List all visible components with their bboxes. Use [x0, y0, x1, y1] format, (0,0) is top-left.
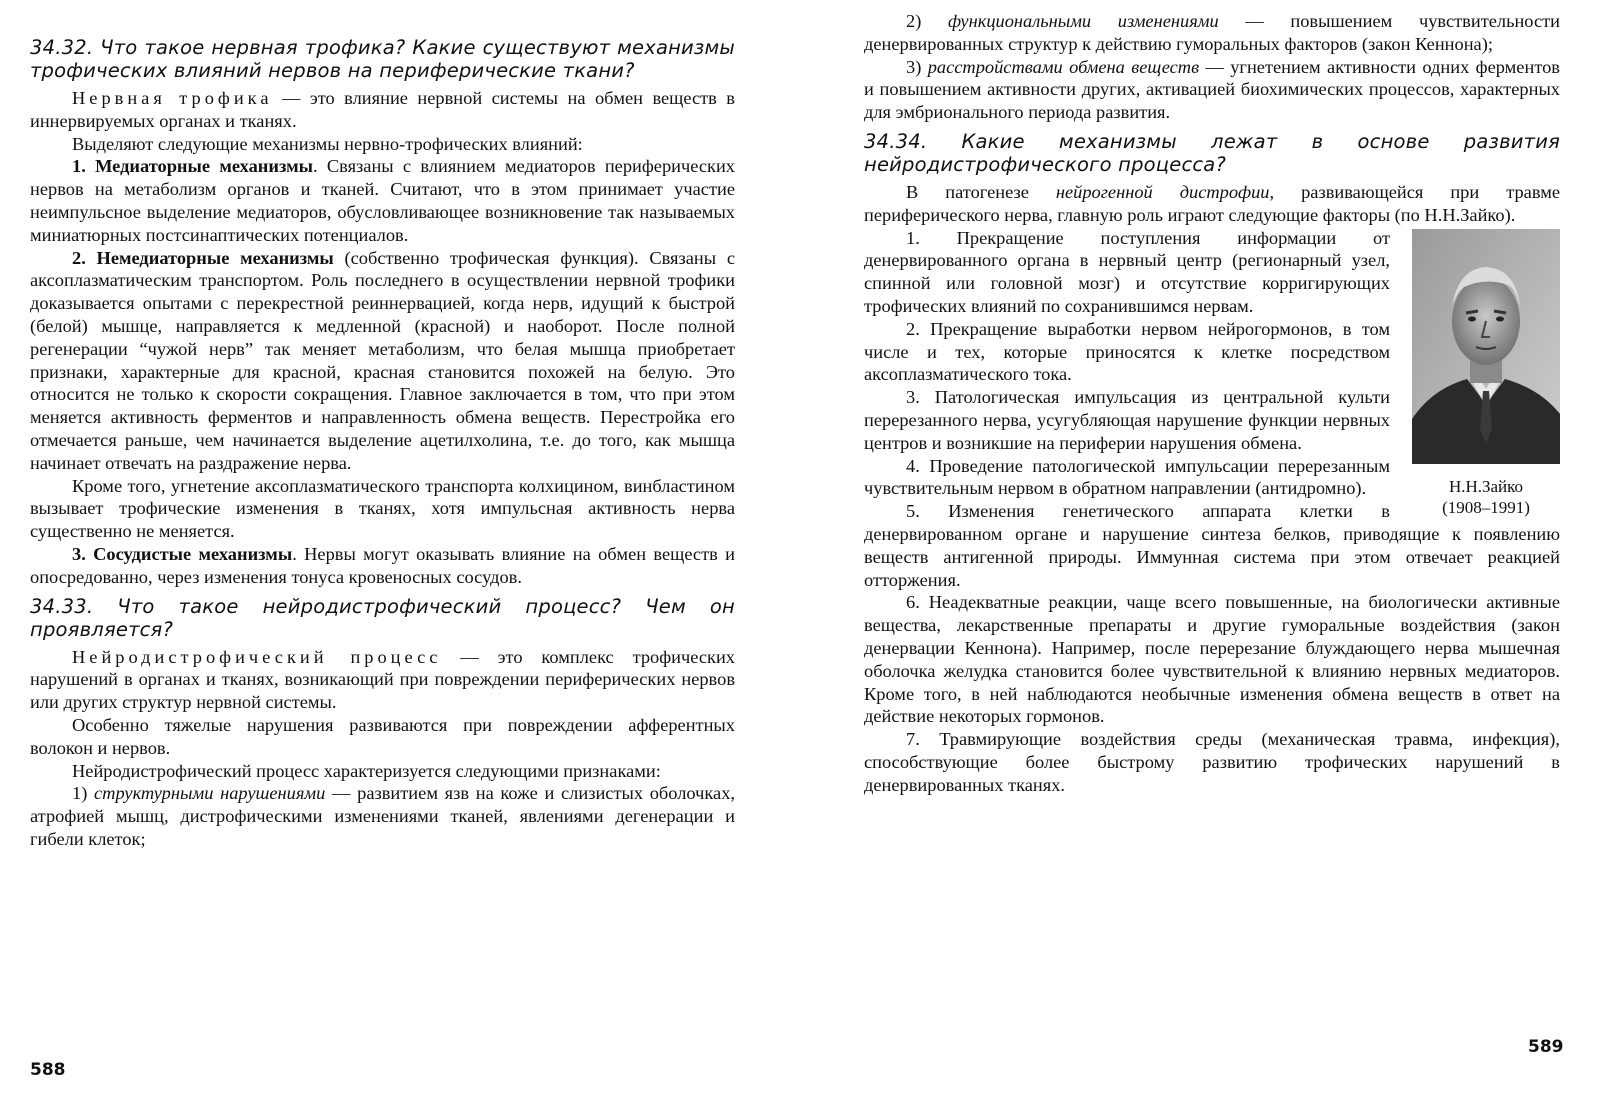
- italic-term: функциональными изменениями: [947, 11, 1219, 31]
- italic-term: структурными нарушениями: [94, 783, 326, 804]
- page-number-right: 589: [1528, 1037, 1564, 1057]
- list-item: 2. Прекращение выработки нервом нейрогормонов, в том числе и тех, которые приносятся к клетке посредством аксоплазматического тока.: [864, 318, 1390, 385]
- bold-term: 1. Медиаторные механизмы: [72, 156, 313, 177]
- italic-term: нейрогенной дистрофии: [1055, 181, 1270, 202]
- paragraph: Нейродистрофический процесс характеризуется следующими признаками:: [72, 760, 661, 781]
- paragraph: 2. Немедиаторные механизмы (собственно трофическая функция). Связаны с аксоплазматическим транспортом. Роль последнего в осуществлении нервной трофики доказывается опытами с перекрестной реиннервацией, когда нерв, идущий к быстрой (белой) мышце, направляется к медленной (красной) и наоборот. После полной регенерации “чужой нерв” так меняет метаболизм, что белая мышца приобретает признаки, характерные для красной, красная становится похожей на белую. Это относится не только к скорости сокращения. Главное заключается в том, что при этом меняется активность ферментов и направленность обмена веществ. Перестройка его отмечается раньше, чем начинается выделение ацетилхолина, т.е. до того, как мышца начинает отвечать на раздражение нерва.: [30, 247, 735, 473]
- paragraph: Нейродистрофический процесс — это комплекс трофических нарушений в органах и тканях, возникающий при повреждении периферических нервов или других структур нервной системы.: [30, 646, 736, 713]
- paragraph: В патогенезе нейрогенной дистрофии, развивающейся при травме периферического нерва, главную роль играют следующие факторы (по Н.Н.Зайко).: [864, 181, 1560, 225]
- bold-term: 3. Сосудистые механизмы: [72, 543, 293, 564]
- right-page: [864, 10, 1560, 797]
- paragraph: 1. Медиаторные механизмы. Связаны с влиянием медиаторов периферических нервов на метаболизм органов и тканей. Считают, что в этом принимает участие неимпульсное выделение медиаторов, обусловливающее возникновение так называемых миниатюрных постсинаптических потенциалов.: [30, 156, 735, 245]
- portrait-figure: [1412, 229, 1560, 518]
- paragraph: 2) функциональными изменениями — повышением чувствительности денервированных структур к действию гуморальных факторов (закон Кеннона);: [864, 11, 1560, 54]
- list-item: 1. Прекращение поступления информации от денервированного органа в нервный центр (регионарный узел, спинной или головной мозг) и отсутствие корригирующих трофических влияний по сохранившимся нервам.: [864, 227, 1390, 316]
- bold-term: 2. Немедиаторные механизмы: [72, 247, 334, 268]
- term: Нервная трофика: [72, 88, 273, 108]
- list-item: 5. Изменения генетического аппарата клетки в денервированном органе и нарушение синтеза белков, приводящие к появлению веществ антигенной природы. Иммунная система при этом отвечает реакцией отторжения.: [864, 501, 1560, 590]
- list-item: 7. Травмирующие воздействия среды (механическая травма, инфекция), способствующие более быстрому развитию трофических нарушений в денервированных тканях.: [864, 729, 1560, 795]
- paragraph: 3. Сосудистые механизмы. Нервы могут оказывать влияние на обмен веществ и опосредованно, через изменения тонуса кровеносных сосудов.: [30, 543, 735, 587]
- page-number-left: 588: [30, 1060, 66, 1080]
- left-page: [30, 34, 735, 851]
- paragraph: Особенно тяжелые нарушения развиваются при повреждении афферентных волокон и нервов.: [30, 714, 735, 758]
- term: Нейродистрофический процесс: [72, 646, 442, 667]
- list-item: 4. Проведение патологической импульсации перерезанным чувствительным нервом в обратном направлении (антидромно).: [864, 455, 1390, 499]
- italic-term: расстройствами обмена веществ: [927, 56, 1200, 77]
- list-item: 3. Патологическая импульсация из центральной культи перерезанного нерва, усугубляющая нарушение функции нервных центров и возникшие на периферии нарушения обмена.: [864, 387, 1390, 453]
- portrait-photo: [1412, 229, 1560, 464]
- caption-name: Н.Н.Зайко: [1448, 476, 1524, 496]
- paragraph: Нервная трофика — это влияние нервной системы на обмен веществ в иннервируемых органах и тканях.: [30, 88, 735, 131]
- question-34-34-heading: 34.34. Какие механизмы лежат в основе развития нейродистрофического процесса?: [864, 129, 1560, 176]
- paragraph: Кроме того, угнетение аксоплазматического транспорта колхицином, винбластином вызывает трофические изменения в тканях, хотя импульсная активность нерва существенно не меняется.: [30, 475, 735, 542]
- question-34-33-heading: 34.33. Что такое нейродистрофический процесс? Чем он проявляется?: [30, 594, 735, 641]
- caption-years: (1908–1991): [1442, 497, 1530, 517]
- list-item: 6. Неадекватные реакции, чаще всего повышенные, на биологически активные вещества, лекарственные препараты и другие гуморальные воздействия (закон денервации Кеннона). Например, после перерезание блуждающего нерва мышечная оболочка желудка становится более чувствительной к влиянию нервных медиаторов. Кроме того, в ней наблюдаются необычные изменения обмена веществ в ответ на действие некоторых гормонов.: [864, 592, 1560, 727]
- paragraph: 3) расстройствами обмена веществ — угнетением активности одних ферментов и повышением активности других, активацией биохимических процессов, характерных для эмбрионального периода развития.: [864, 56, 1560, 123]
- paragraph: 1) структурными нарушениями — развитием язв на коже и слизистых оболочках, атрофией мышц, дистрофическими изменениями тканей, явлениями дегенерации и гибели клеток;: [30, 783, 736, 849]
- question-34-32-heading: 34.32. Что такое нервная трофика? Какие существуют механизмы трофических влияний нервов на периферические ткани?: [30, 36, 735, 82]
- portrait-caption: [1412, 476, 1560, 518]
- paragraph: Выделяют следующие механизмы нервно-трофических влияний:: [72, 133, 583, 154]
